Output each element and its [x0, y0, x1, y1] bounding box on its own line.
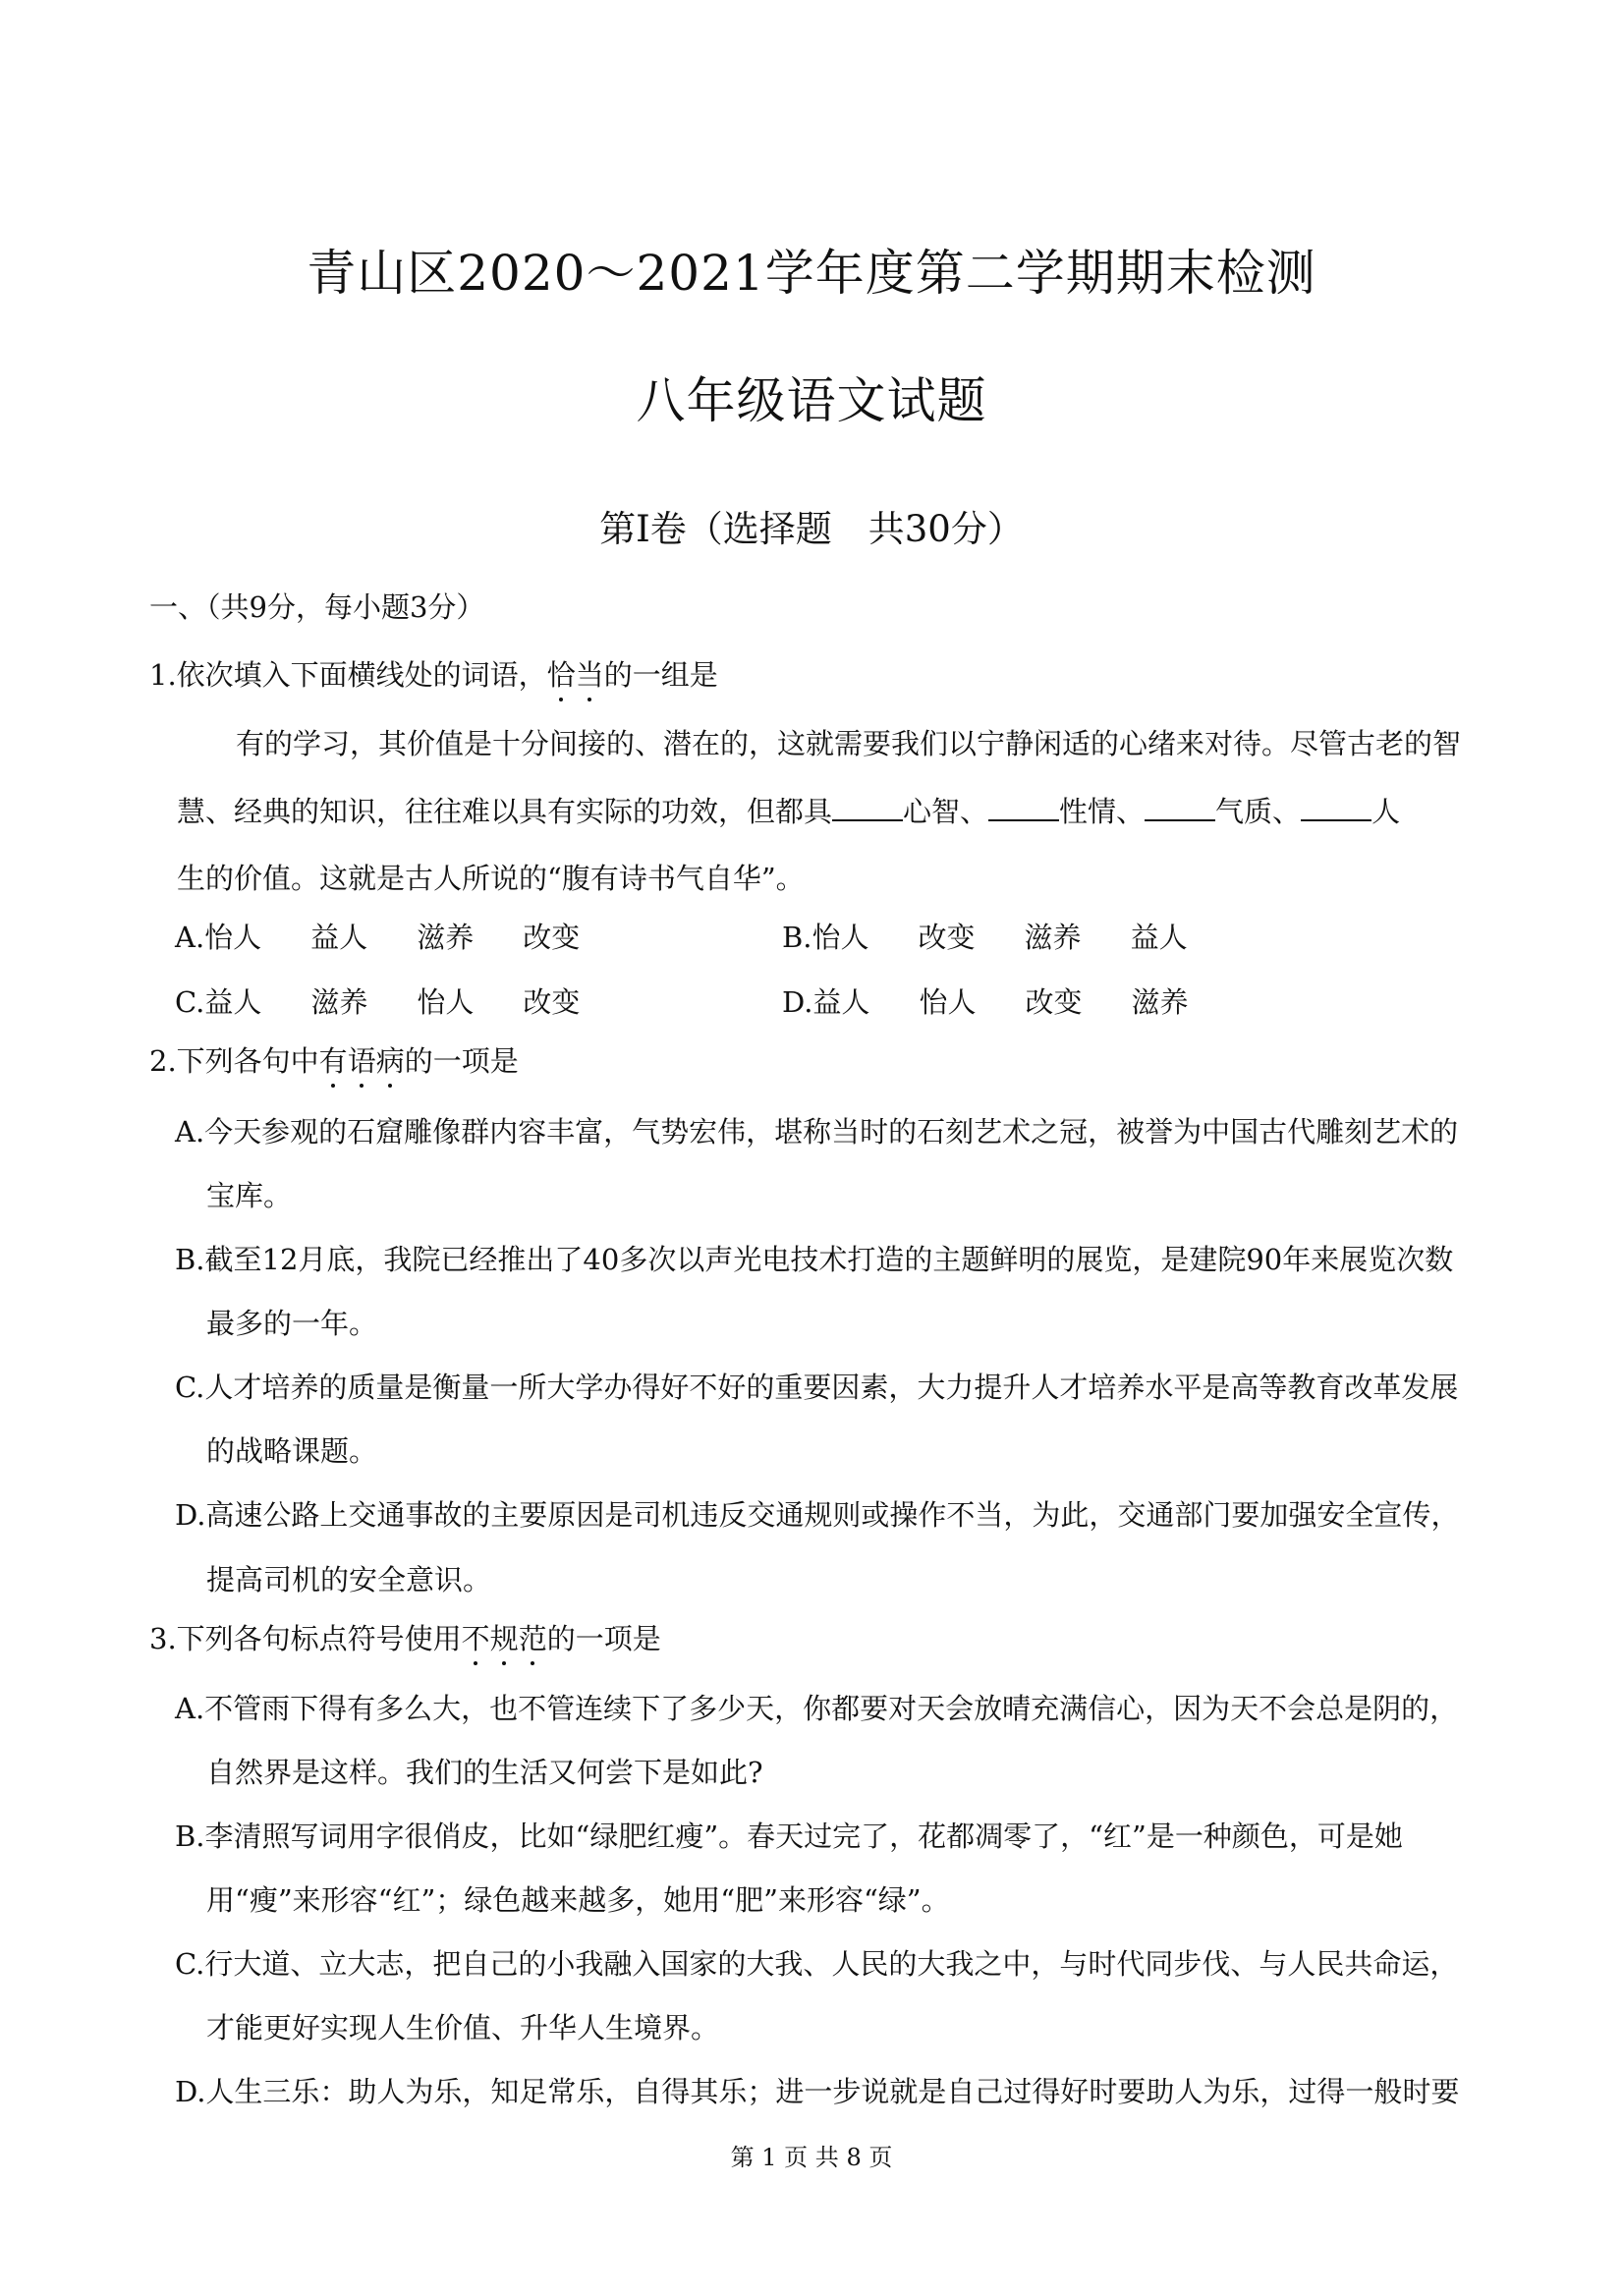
option-word: 怡人: [417, 985, 475, 1019]
option-word: 益人: [1130, 921, 1188, 954]
option-word: 改变: [918, 921, 976, 954]
emphasis-char: 有: [319, 1041, 348, 1081]
fill-blank: [1301, 794, 1371, 821]
option-word: 改变: [523, 921, 581, 954]
question-2-option-b-cont: 最多的一年。: [206, 1307, 378, 1340]
question-2-option-b: B.截至12月底，我院已经推出了40多次以声光电技术打造的主题鲜明的展览，是建院90年来展览次数: [175, 1243, 1454, 1276]
stem-text: 1.依次填入下面横线处的词语，: [149, 658, 547, 692]
question-3-option-c-cont: 才能更好实现人生价值、升华人生境界。: [206, 2011, 720, 2044]
question-3-option-b-cont: 用“瘦”来形容“红”；绿色越来越多，她用“肥”来形容“绿”。: [206, 1883, 950, 1917]
question-2-option-a-cont: 宝库。: [206, 1179, 293, 1212]
passage-text: 气质、: [1215, 795, 1302, 828]
section-heading: 一、（共9分，每小题3分）: [149, 590, 485, 624]
option-word: 改变: [523, 985, 581, 1019]
passage-text: 性情、: [1059, 795, 1146, 828]
question-2-option-c: C.人才培养的质量是衡量一所大学办得好不好的重要因素，大力提升人才培养水平是高等教育改革发展: [175, 1371, 1459, 1404]
question-1-passage-line: 有的学习，其价值是十分间接的、潜在的，这就需要我们以宁静闲适的心绪来对待。尽管古老的智: [236, 727, 1462, 760]
question-3-option-a-cont: 自然界是这样。我们的生活又何尝下是如此?: [206, 1756, 763, 1789]
question-3-option-d: D.人生三乐：助人为乐，知足常乐，自得其乐；进一步说就是自己过得好时要助人为乐，过得一般时要: [175, 2075, 1460, 2108]
question-3-stem: [149, 1619, 661, 1658]
question-1-passage-line: 生的价值。这就是古人所说的“腹有诗书气自华”。: [177, 862, 805, 895]
question-3-option-c: C.行大道、立大志，把自己的小我融入国家的大我、人民的大我之中，与时代同步伐、与人民共命运，: [175, 1947, 1459, 1981]
question-2-option-d-cont: 提高司机的安全意识。: [206, 1563, 492, 1596]
emphasis-char: 语: [348, 1041, 376, 1081]
option-word: A.怡人: [175, 921, 262, 954]
emphasis-char: 当: [576, 655, 604, 695]
passage-text: 慧、经典的知识，往往难以具有实际的功效，但都具: [177, 795, 833, 828]
question-1-stem: [149, 655, 718, 695]
stem-text: 2.下列各句中: [149, 1044, 319, 1078]
option-word: D.益人: [782, 985, 870, 1019]
option-word: 滋养: [310, 985, 368, 1019]
fill-blank: [988, 794, 1059, 821]
emphasis-char: 规: [490, 1619, 519, 1658]
option-row-b: [782, 918, 1237, 957]
question-2-option-c-cont: 的战略课题。: [206, 1434, 378, 1468]
page-number: 第 1 页 共 8 页: [730, 2144, 893, 2171]
option-word: 益人: [310, 921, 368, 954]
question-1-passage-line: [177, 792, 1400, 831]
option-row-d: [782, 982, 1237, 1022]
emphasis-char: 范: [519, 1619, 547, 1658]
option-row-a: [175, 918, 629, 957]
option-word: 怡人: [919, 985, 977, 1019]
option-row-c: [175, 982, 629, 1022]
option-word: 滋养: [1024, 921, 1082, 954]
passage-text: 心智、: [903, 795, 989, 828]
emphasis-char: 恰: [547, 655, 576, 695]
emphasis-char: 病: [376, 1041, 405, 1081]
emphasis-char: 不: [462, 1619, 490, 1658]
exam-subtitle: 八年级语文试题: [636, 372, 987, 429]
option-word: B.怡人: [782, 921, 869, 954]
stem-text: 的一项是: [404, 1044, 519, 1078]
volume-heading: 第Ⅰ卷（选择题 共30分）: [599, 508, 1024, 550]
question-3-option-b: B.李清照写词用字很俏皮，比如“绿肥红瘦”。春天过完了，花都凋零了，“红”是一种颜色，可是她: [175, 1820, 1403, 1853]
stem-text: 的一项是: [546, 1622, 661, 1655]
option-word: 滋养: [417, 921, 475, 954]
stem-text: 的一组是: [603, 658, 718, 692]
option-word: 改变: [1025, 985, 1083, 1019]
option-word: 滋养: [1131, 985, 1189, 1019]
question-2-option-d: D.高速公路上交通事故的主要原因是司机违反交通规则或操作不当，为此，交通部门要加强安全宣传，: [175, 1498, 1460, 1532]
option-word: C.益人: [175, 985, 262, 1019]
fill-blank: [832, 794, 903, 821]
stem-text: 3.下列各句标点符号使用: [149, 1622, 462, 1655]
question-2-option-a: A.今天参观的石窟雕像群内容丰富，气势宏伟，堪称当时的石刻艺术之冠，被誉为中国古代雕刻艺术的: [175, 1115, 1459, 1148]
question-2-stem: [149, 1041, 519, 1081]
question-3-option-a: A.不管雨下得有多么大，也不管连续下了多少天，你都要对天会放晴充满信心，因为天不会总是阴的，: [175, 1692, 1459, 1725]
exam-title: 青山区2020～2021学年度第二学期期末检测: [307, 245, 1316, 302]
fill-blank: [1145, 794, 1215, 821]
passage-text: 人: [1371, 795, 1401, 828]
